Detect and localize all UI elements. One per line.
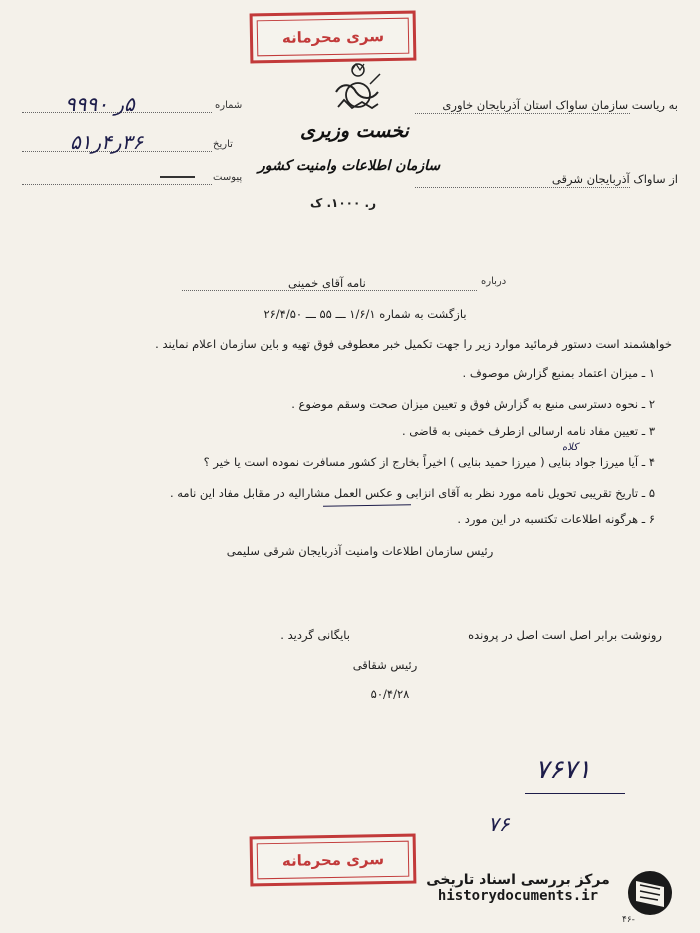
- number-value: ۵ر ۹۹۹۰: [65, 92, 135, 116]
- top-classification-stamp: [250, 11, 417, 64]
- attachment-dotted-line: [22, 184, 212, 185]
- handwritten-number-underline: [525, 793, 625, 794]
- bottom-stamp-text: سری محرمانه: [257, 841, 410, 880]
- signature-line: رئیس سازمان اطلاعات وامنیت آذربایجان شرقی سلیمی: [226, 544, 494, 558]
- body-line-item-6: ۶ ـ هرگونه اطلاعات تکتسبه در این مورد .: [457, 512, 655, 526]
- watermark-url: historydocuments.ir: [437, 888, 599, 904]
- organization-name: سازمان اطلاعات وامنیت کشور: [258, 158, 441, 174]
- body-line-intro: خواهشمند است دستور فرمائید موارد زیر را جهت تکمیل خبر معطوفی فوق تهیه و باین سازمان اعلام نمایند .: [155, 337, 672, 351]
- sender-line: از ساواک آذربایجان شرقی: [551, 172, 678, 186]
- page-number: ۴۶-: [622, 915, 635, 925]
- sender-dotted-line: [415, 187, 630, 188]
- bottom-classification-stamp: [250, 834, 417, 887]
- body-line-item-1: ۱ ـ میزان اعتماد بمنبع گزارش موصوف .: [462, 366, 655, 380]
- reference-line: بازگشت به شماره ۱/۶/۱ ـــ ۵۵ ـــ ۲۶/۴/۵۰: [263, 307, 467, 321]
- attachment-dash: [160, 176, 195, 178]
- handwritten-mark: ۷۶: [488, 812, 510, 836]
- top-stamp-text: سری محرمانه: [257, 18, 410, 57]
- body-line-item-2: ۲ ـ نحوه دسترسی منبع به گزارش فوق و تعیین میزان صحت وسقم موضوع .: [291, 397, 655, 411]
- recipient-dotted-line: [415, 113, 630, 114]
- handwritten-number: ۷۶۷۱: [535, 755, 591, 785]
- subject-value: نامه آقای خمینی: [288, 276, 366, 290]
- date-label: تاریخ: [213, 139, 233, 150]
- footer-date: ۵۰/۴/۲۸: [370, 687, 410, 701]
- attachment-label: پیوست: [213, 172, 243, 183]
- archive-logo-icon: [618, 867, 688, 922]
- archive-watermark: [418, 872, 618, 904]
- lion-and-sun-emblem-icon: [322, 62, 392, 120]
- handwritten-insert: کلاه: [562, 442, 578, 453]
- subject-label: درباره: [481, 276, 507, 287]
- chief-name: رئیس شقاقی: [352, 658, 418, 672]
- org-code: ر. ۱۰۰۰. ک: [310, 196, 376, 210]
- body-line-item-5: ۵ ـ تاریخ تقریبی تحویل نامه مورد نظر به آقای انزابی و عکس العمل مشارالیه در مقابل مفاد این نامه .: [169, 486, 655, 500]
- watermark-title: مرکز بررسی اسناد تاریخی: [426, 872, 610, 888]
- date-value: ۳۶ر۴ر۵۱: [70, 130, 144, 154]
- body-line-item-3: ۳ ـ تعیین مفاد نامه ارسالی ازطرف خمینی به قاضی .: [402, 424, 655, 438]
- archived-note: بایگانی گردید .: [280, 628, 350, 642]
- emblem-title: نخست وزیری: [300, 120, 409, 142]
- copy-note: رونوشت برابر اصل است اصل در پرونده: [468, 628, 662, 642]
- subject-dotted-line: [182, 290, 477, 291]
- handwritten-underline: [323, 504, 411, 507]
- number-label: شماره: [215, 100, 243, 111]
- recipient-line: به ریاست سازمان ساواک استان آذربایجان خاوری: [442, 98, 678, 112]
- body-line-item-4: ۴ ـ آیا میرزا جواد بنایی ( میرزا حمید بنایی ) اخیراً بخارج از کشور مسافرت نموده است یا خیر ؟: [203, 455, 655, 469]
